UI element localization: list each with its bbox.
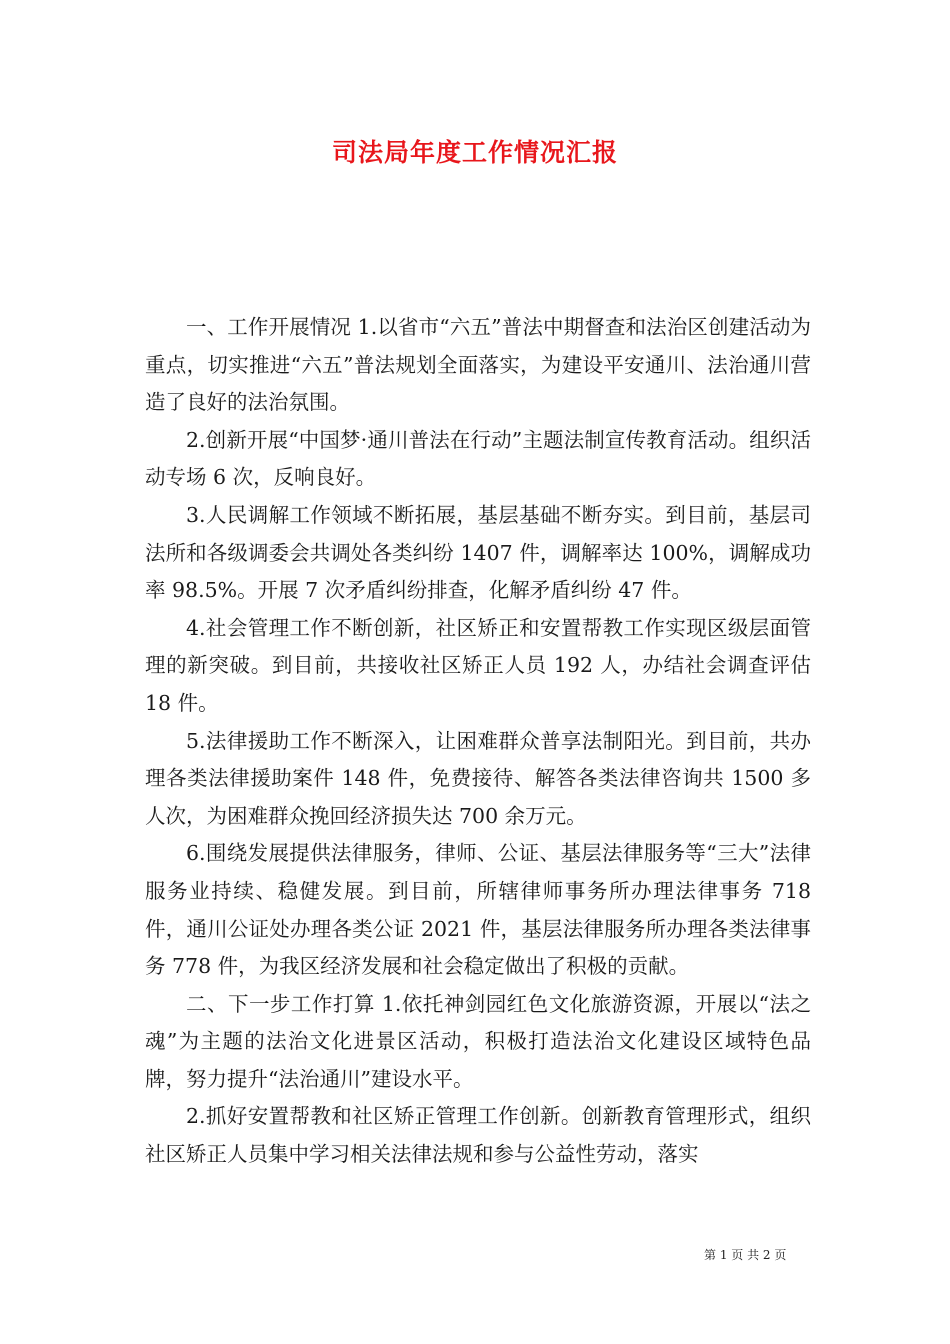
paragraph-5: 5.法律援助工作不断深入，让困难群众普享法制阳光。到目前，共办理各类法律援助案件 148 件，免费接待、解答各类法律咨询共 1500 多人次，为困难群众挽回经济损失达 700 余万元。 — [145, 728, 811, 828]
paragraph-3: 3.人民调解工作领域不断拓展，基层基础不断夯实。到目前，基层司法所和各级调委会共调处各类纠纷 1407 件，调解率达 100%，调解成功率 98.5%。开展 7 次矛盾纠纷排查，化解矛盾纠纷 47 件。 — [145, 502, 811, 603]
document-title: 司法局年度工作情况汇报 — [331, 138, 618, 167]
paragraph-6: 6.围绕发展提供法律服务，律师、公证、基层法律服务等“三大”法律服务业持续、稳健发展。到目前，所辖律师事务所办理法律事务 718 件，通川公证处办理各类公证 2021 件，基层法律服务所办理各类法律事务 778 件，为我区经济发展和社会稳定做出了积极的贡献。 — [145, 841, 811, 979]
paragraph-2: 2.创新开展“中国梦·通川普法在行动”主题法制宣传教育活动。组织活动专场 6 次，反响良好。 — [145, 427, 811, 490]
paragraph-1: 一、工作开展情况 1.以省市“六五”普法中期督查和法治区创建活动为重点，切实推进“六五”普法规划全面落实，为建设平安通川、法治通川营造了良好的法治氛围。 — [145, 315, 811, 415]
document-body — [145, 309, 811, 1174]
paragraph-4: 4.社会管理工作不断创新，社区矫正和安置帮教工作实现区级层面管理的新突破。到目前，共接收社区矫正人员 192 人，办结社会调查评估 18 件。 — [145, 615, 811, 715]
paragraph-7: 二、下一步工作打算 1.依托神剑园红色文化旅游资源，开展以“法之魂”为主题的法治文化进景区活动，积极打造法治文化建设区域特色品牌，努力提升“法治通川”建设水平。 — [145, 991, 811, 1091]
page-number: 第 1 页 共 2 页 — [704, 1248, 787, 1262]
paragraph-8: 2.抓好安置帮教和社区矫正管理工作创新。创新教育管理形式，组织社区矫正人员集中学习相关法律法规和参与公益性劳动，落实 — [145, 1104, 811, 1167]
